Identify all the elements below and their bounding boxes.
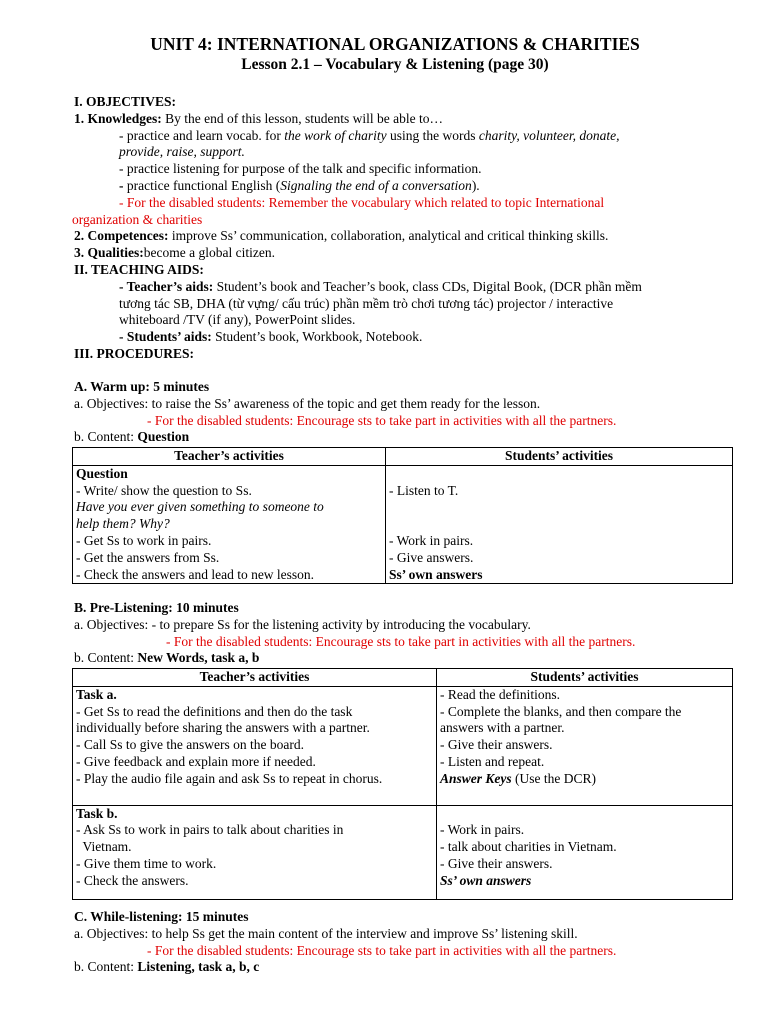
s2: - Work in pairs. <box>389 532 474 548</box>
teacher-cell-task-b <box>73 805 437 899</box>
prelistening-table <box>72 668 733 900</box>
whilelistening-disabled-note: - For the disabled students: Encourage sts to take part in activities with all the partners. <box>147 942 617 958</box>
objectives-heading: I. OBJECTIVES: <box>74 94 177 109</box>
teacher-aids-line-3: whiteboard /TV (if any), PowerPoint slides. <box>119 312 356 328</box>
t4: - Get Ss to work in pairs. <box>76 532 212 548</box>
sa4: - Give their answers. <box>440 737 553 753</box>
disabled-students-note: - For the disabled students: Remember the vocabulary which related to topic International <box>119 194 605 210</box>
whilelistening-heading: C. While-listening: 15 minutes <box>74 909 249 924</box>
content-value: Listening, task a, b, c <box>137 959 260 975</box>
ta5: - Play the audio file again and ask Ss to repeat in chorus. <box>76 770 383 786</box>
question-head: Question <box>76 465 128 481</box>
tb1: - Ask Ss to work in pairs to talk about charities in <box>76 822 344 838</box>
procedures-heading: III. PROCEDURES: <box>74 345 195 361</box>
teaching-aids-heading: II. TEACHING AIDS: <box>74 261 204 277</box>
prelistening-heading: B. Pre-Listening: 10 minutes <box>74 600 239 615</box>
table-header-row <box>73 448 733 466</box>
table-row <box>73 686 733 805</box>
teacher-cell <box>73 465 386 584</box>
teacher-cell-task-a <box>73 686 437 805</box>
k1-d: charity, volunteer, donate, <box>478 127 620 143</box>
ta4: - Give feedback and explain more if needed. <box>76 753 316 769</box>
sb3: - Give their answers. <box>440 855 553 871</box>
t2: Have you ever given something to someone to <box>76 499 324 515</box>
qualities-line <box>74 245 724 262</box>
k3-a: practice functional English ( <box>126 177 281 193</box>
content-label: b. Content: <box>74 959 138 975</box>
students-cell <box>386 465 733 584</box>
prelistening-objectives: a. Objectives: - to prepare Ss for the listening activity by introducing the vocabulary. <box>74 616 531 632</box>
warmup-heading: A. Warm up: 5 minutes <box>74 379 210 394</box>
task-a-head: Task a. <box>76 686 117 702</box>
content-label: b. Content: <box>74 429 138 445</box>
students-cell-task-a <box>437 686 733 805</box>
sa3: answers with a partner. <box>440 720 565 736</box>
sb2: - talk about charities in Vietnam. <box>440 839 617 855</box>
knowledge-item-3 <box>74 178 724 195</box>
student-aids-label: - Students’ aids: <box>119 329 212 345</box>
col-students: Students’ activities <box>386 448 733 466</box>
ta3: - Call Ss to give the answers on the board. <box>76 737 304 753</box>
prelistening-disabled-note: - For the disabled students: Encourage sts to take part in activities with all the partners. <box>166 633 636 649</box>
competences-label: 2. Competences: <box>74 228 169 244</box>
ta1: - Get Ss to read the definitions and then do the task <box>76 703 353 719</box>
competences-line <box>74 228 724 245</box>
whilelistening-section <box>74 909 724 976</box>
knowledge-item-1-cont <box>74 144 724 161</box>
dash: - <box>119 177 127 193</box>
s1: - Listen to T. <box>389 482 459 498</box>
k1-b: the work of charity <box>284 127 387 143</box>
qualities-label: 3. Qualities: <box>74 245 144 261</box>
knowledge-line <box>74 111 724 128</box>
table-row <box>73 805 733 899</box>
tb4: - Check the answers. <box>76 872 189 888</box>
knowledge-item-1 <box>74 128 724 145</box>
warmup-section <box>74 379 724 446</box>
table-row <box>73 465 733 584</box>
prelistening-content <box>74 650 724 667</box>
content-value: New Words, task a, b <box>137 650 260 666</box>
sa5: - Listen and repeat. <box>440 753 545 769</box>
answer-keys: Answer Keys <box>440 770 512 786</box>
warmup-content <box>74 429 724 446</box>
col-teacher: Teacher’s activities <box>73 669 437 687</box>
sa1: - Read the definitions. <box>440 686 560 702</box>
teacher-aids-label: - Teacher’s aids: <box>119 278 214 294</box>
whilelistening-objectives: a. Objectives: to help Ss get the main content of the interview and improve Ss’ listening skill. <box>74 925 578 941</box>
lesson-title: Lesson 2.1 – Vocabulary & Listening (page 30) <box>241 56 549 73</box>
warmup-objectives: a. Objectives: to raise the Ss’ awareness of the topic and get them ready for the lesson. <box>74 395 541 411</box>
col-students: Students’ activities <box>437 669 733 687</box>
t1: - Write/ show the question to Ss. <box>76 482 252 498</box>
teacher-aids-line-2: tương tác SB, DHA (từ vựng/ cấu trúc) phần mềm trò chơi tương tác) projector / interactive <box>119 295 614 311</box>
k3-b: Signaling the end of a conversation <box>280 177 472 193</box>
tb3: - Give them time to work. <box>76 855 217 871</box>
teacher-aids-line <box>74 279 724 296</box>
qualities-text: become a global citizen. <box>143 245 275 261</box>
prelistening-section <box>74 600 724 667</box>
task-b-head: Task b. <box>76 805 118 821</box>
unit-title: UNIT 4: INTERNATIONAL ORGANIZATIONS & CHARITIES <box>150 34 640 54</box>
student-aids-text: Student’s book, Workbook, Notebook. <box>211 329 423 345</box>
t3: help them? Why? <box>76 516 170 532</box>
col-teacher: Teacher’s activities <box>73 448 386 466</box>
teacher-aids-a: Student’s book and Teacher’s book, class CDs, Digital Book, (DCR phần mềm <box>213 278 642 294</box>
s3: - Give answers. <box>389 549 474 565</box>
warmup-disabled-note: - For the disabled students: Encourage sts to take part in activities with all the partners. <box>147 412 617 428</box>
content-label: b. Content: <box>74 650 138 666</box>
objectives-section <box>74 94 724 363</box>
ta2: individually before sharing the answers with a partner. <box>76 720 370 736</box>
t6: - Check the answers and lead to new lesson. <box>76 566 315 582</box>
warmup-table <box>72 447 733 584</box>
table-header-row <box>73 669 733 687</box>
k1-a: - practice and learn vocab. for <box>119 127 285 143</box>
k3-c: ). <box>471 177 480 193</box>
sb1: - Work in pairs. <box>440 822 525 838</box>
knowledge-label: 1. Knowledges: <box>74 110 162 126</box>
t5: - Get the answers from Ss. <box>76 549 220 565</box>
knowledge-item-2: - practice listening for purpose of the talk and specific information. <box>119 161 482 177</box>
content-value: Question <box>137 429 190 445</box>
competences-text: improve Ss’ communication, collaboration, analytical and critical thinking skills. <box>168 228 609 244</box>
k1-c: using the words <box>386 127 479 143</box>
students-cell-task-b <box>437 805 733 899</box>
sa2: - Complete the blanks, and then compare the <box>440 703 682 719</box>
tb2: Vietnam. <box>76 839 132 855</box>
knowledge-text: By the end of this lesson, students will be able to… <box>161 110 443 126</box>
disabled-students-note-cont: organization & charities <box>72 211 203 227</box>
sb4: Ss’ own answers <box>440 872 532 888</box>
student-aids-line <box>74 329 724 346</box>
s4: Ss’ own answers <box>389 566 483 582</box>
k1-e: provide, raise, support. <box>119 144 245 160</box>
whilelistening-content <box>74 959 724 976</box>
sa6-b: (Use the DCR) <box>511 770 597 786</box>
